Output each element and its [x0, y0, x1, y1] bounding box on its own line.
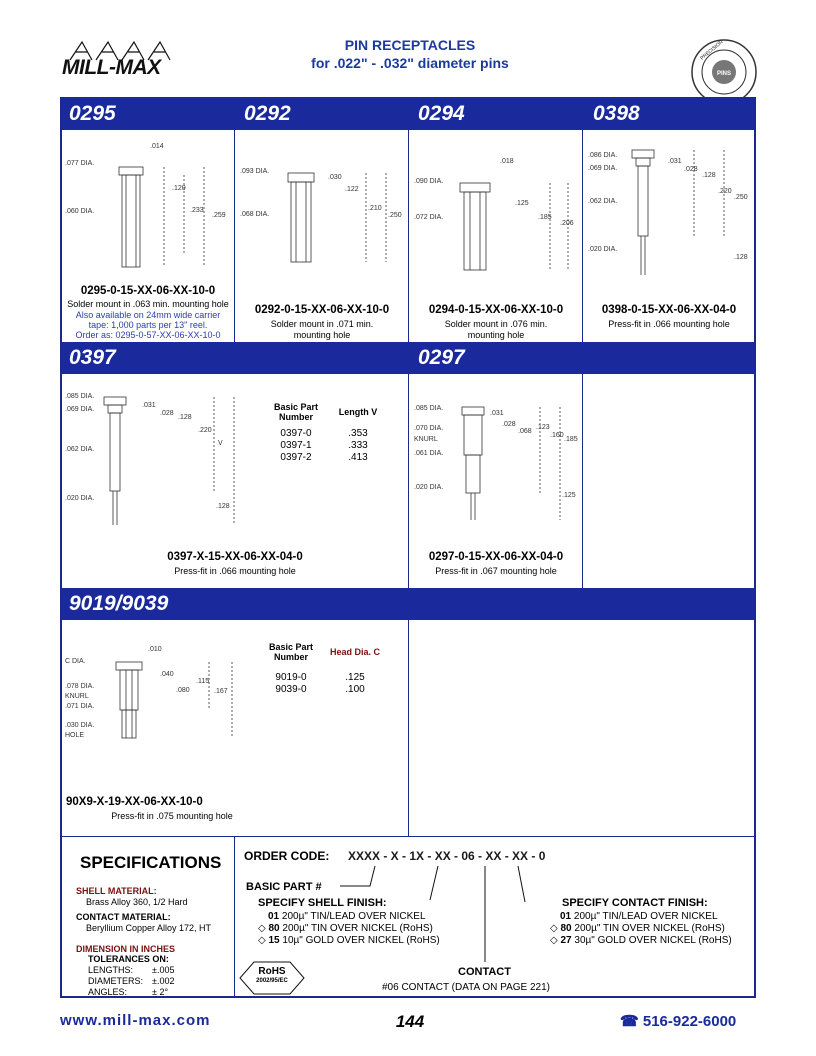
phone-icon: ☎ [620, 1013, 639, 1030]
option-text: 10µ" GOLD OVER NICKEL (RoHS) [282, 935, 440, 946]
dim-label: .077 DIA. [65, 160, 95, 167]
column-header: Basic Part Number [268, 642, 314, 662]
brand-name: MILL-MAX [62, 56, 161, 79]
contact-finish-label: SPECIFY CONTACT FINISH: [562, 897, 708, 909]
page-number: 144 [395, 1012, 425, 1031]
dim-label: .093 DIA. [240, 168, 270, 175]
carrier-note-line1: Also available on 24mm wide carrier [75, 310, 221, 320]
dim-label: .220 [198, 427, 212, 434]
tolerance-lengths-value: ±.005 [152, 965, 175, 975]
part-number-0398: 0398-0-15-XX-06-XX-04-0 [601, 304, 737, 316]
option-code: 27 [560, 935, 572, 946]
table-cell: 9019-0 [275, 672, 307, 683]
dim-label: .020 DIA. [65, 495, 95, 502]
rohs-label: RoHS [258, 966, 286, 977]
shell-option-01 [258, 911, 426, 923]
shell-option-15 [258, 935, 440, 947]
page-subtitle: for .022" - .032" diameter pins [311, 55, 509, 71]
head-dia-table-9019 [258, 642, 386, 696]
divider [582, 374, 583, 588]
dim-label: .062 DIA. [588, 198, 618, 205]
contact-label: CONTACT [458, 966, 511, 978]
shell-finish-label: SPECIFY SHELL FINISH: [258, 897, 387, 909]
dim-label: .031 [142, 402, 156, 409]
tolerance-angles-label: ANGLES: [88, 987, 128, 997]
table-cell: 0397-0 [280, 428, 312, 439]
rohs-diamond-icon: ◇ [258, 935, 266, 946]
mount-desc-0294-line2: mounting hole [467, 330, 525, 340]
section-title-0397: 0397 [69, 346, 116, 369]
dim-label: .069 DIA. [588, 165, 618, 172]
dim-label: .206 [560, 220, 574, 227]
dim-label: .086 DIA. [588, 152, 618, 159]
mount-desc-0297: Press-fit in .067 mounting hole [435, 566, 557, 576]
section-title-0398: 0398 [593, 102, 640, 125]
divider [234, 130, 235, 342]
dim-label: .090 DIA. [414, 178, 444, 185]
rohs-diamond-icon: ◇ [550, 935, 558, 946]
shell-material-value: Brass Alloy 360, 1/2 Hard [86, 897, 188, 907]
dim-label: .122 [345, 186, 359, 193]
option-code: 15 [268, 935, 280, 946]
dim-label: .128 [734, 254, 748, 261]
mount-desc-0292-line2: mounting hole [293, 330, 351, 340]
column-header: Head Dia. C [330, 647, 381, 657]
option-code: 01 [560, 911, 572, 922]
dim-label: KNURL [414, 436, 438, 443]
part-number-9019: 90X9-X-19-XX-06-XX-10-0 [66, 796, 203, 808]
dim-label: .071 DIA. [65, 703, 95, 710]
option-text: 30µ" GOLD OVER NICKEL (RoHS) [574, 935, 732, 946]
dim-label: .060 DIA. [65, 208, 95, 215]
dim-label: .160 [550, 432, 564, 439]
divider [234, 836, 235, 997]
dim-label: .210 [368, 205, 382, 212]
dim-label: .030 [328, 174, 342, 181]
contact-option-27 [550, 935, 732, 947]
option-text: 200µ" TIN OVER NICKEL (RoHS) [282, 923, 433, 934]
dim-label: .040 [160, 671, 174, 678]
dim-label: .010 [148, 646, 162, 653]
phone-number: 516-922-6000 [642, 1013, 737, 1030]
mount-desc-9019: Press-fit in .075 mounting hole [111, 811, 233, 821]
dim-label: .072 DIA. [414, 214, 444, 221]
dim-label: .185 [564, 436, 578, 443]
dim-label: .080 [176, 687, 190, 694]
dim-label: .061 DIA. [414, 450, 444, 457]
tolerance-diameters-value: ±.002 [152, 976, 175, 986]
dim-label: .185 [538, 214, 552, 221]
table-cell: 0397-2 [280, 452, 312, 463]
dim-label: .062 DIA. [65, 446, 95, 453]
option-code: 01 [268, 911, 280, 922]
tolerance-angles-value: ± 2° [152, 987, 169, 997]
dim-label: .123 [536, 424, 550, 431]
dim-label: .031 [490, 410, 504, 417]
contact-material-label: CONTACT MATERIAL: [76, 912, 171, 922]
dim-label: .028 [684, 166, 698, 173]
dim-label: .031 [668, 158, 682, 165]
option-code: 80 [268, 923, 280, 934]
shell-option-80 [258, 923, 433, 935]
option-code: 80 [560, 923, 572, 934]
rohs-diamond-icon: ◇ [550, 923, 558, 934]
table-cell: .413 [348, 452, 368, 463]
dim-label: .220 [718, 188, 732, 195]
rohs-diamond-icon: ◇ [258, 923, 266, 934]
dim-label: KNURL [65, 693, 89, 700]
dimension-label: DIMENSION IN INCHES [76, 944, 176, 954]
dim-label: .259 [212, 212, 226, 219]
dim-label: .125 [515, 200, 529, 207]
carrier-note-line3: Order as: 0295-0-57-XX-06-XX-10-0 [75, 330, 221, 340]
dim-label: .020 DIA. [414, 484, 444, 491]
svg-text:PINS: PINS [716, 71, 732, 77]
section-title-9019-9039: 9019/9039 [69, 592, 169, 615]
dim-label: .250 [388, 212, 402, 219]
rohs-directive: 2002/95/EC [256, 978, 288, 984]
website-link[interactable]: www.mill-max.com [60, 1012, 211, 1029]
dim-label: .028 [160, 410, 174, 417]
carrier-note-line2: tape: 1,000 parts per 13" reel. [88, 320, 208, 330]
tolerances-label: TOLERANCES ON: [88, 954, 169, 964]
table-cell: .333 [348, 440, 368, 451]
part-number-0295: 0295-0-15-XX-06-XX-10-0 [80, 285, 216, 297]
divider [408, 620, 409, 836]
section-title-0294: 0294 [418, 102, 465, 125]
dim-label: .018 [500, 158, 514, 165]
order-code: XXXX - X - 1X - XX - 06 - XX - XX - 0 [348, 849, 546, 863]
dim-label: .014 [150, 143, 164, 150]
dim-label: .028 [502, 421, 516, 428]
drawing-0294 [410, 135, 582, 285]
part-number-0297: 0297-0-15-XX-06-XX-04-0 [428, 551, 564, 563]
table-row [258, 672, 386, 684]
mount-desc-0294: Solder mount in .076 min. [444, 319, 548, 329]
dim-label: .068 [518, 428, 532, 435]
dim-label: .030 DIA. [65, 722, 95, 729]
tolerance-diameters-label: DIAMETERS: [88, 976, 144, 986]
mount-desc-0397: Press-fit in .066 mounting hole [174, 566, 296, 576]
dim-label: HOLE [65, 732, 85, 739]
section-title-0292: 0292 [244, 102, 291, 125]
precision-machined-seal-icon [690, 38, 758, 106]
dim-label: .167 [214, 688, 228, 695]
length-table-0397 [260, 402, 384, 464]
dim-label: .125 [562, 492, 576, 499]
phone-contact [620, 1012, 736, 1030]
table-cell: .353 [348, 428, 368, 439]
mount-desc-0292: Solder mount in .071 min. [270, 319, 374, 329]
mount-desc-0398: Press-fit in .066 mounting hole [608, 319, 730, 329]
dim-label: .020 DIA. [588, 246, 618, 253]
option-text: 200µ" TIN OVER NICKEL (RoHS) [574, 923, 725, 934]
basic-part-label: BASIC PART # [246, 881, 322, 893]
page-title: PIN RECEPTACLES [344, 37, 476, 53]
part-number-0294: 0294-0-15-XX-06-XX-10-0 [428, 304, 564, 316]
column-header: Length V [338, 407, 378, 417]
dim-label: .068 DIA. [240, 211, 270, 218]
dim-label: V [218, 440, 223, 447]
mount-desc-0295: Solder mount in .063 min. mounting hole [67, 299, 229, 309]
dim-label: .070 DIA. [414, 425, 444, 432]
section-title-0295: 0295 [69, 102, 116, 125]
dim-label: .078 DIA. [65, 683, 95, 690]
dim-label: .233 [190, 207, 204, 214]
contact-option-01 [550, 911, 718, 923]
drawing-9019-9039 [64, 640, 254, 750]
dim-label: .128 [216, 503, 230, 510]
table-row [260, 428, 384, 440]
dim-label: .115 [196, 678, 210, 685]
svg-text:PRECISION: PRECISION [699, 39, 725, 62]
tolerance-lengths-label: LENGTHS: [88, 965, 134, 975]
dim-label: .128 [178, 414, 192, 421]
contact-option-80 [550, 923, 725, 935]
table-cell: .125 [345, 672, 365, 683]
option-text: 200µ" TIN/LEAD OVER NICKEL [281, 911, 426, 922]
dim-label: C DIA. [65, 658, 86, 665]
order-code-label: ORDER CODE: [244, 849, 330, 863]
specifications-title: SPECIFICATIONS [80, 853, 222, 872]
dim-label: .069 DIA. [65, 406, 95, 413]
divider [61, 836, 755, 837]
divider [408, 130, 409, 342]
table-row [260, 452, 384, 464]
part-number-0397: 0397-X-15-XX-06-XX-04-0 [167, 551, 303, 563]
dim-label: .120 [172, 185, 186, 192]
table-row [260, 440, 384, 452]
dim-label: .128 [702, 172, 716, 179]
divider [408, 374, 409, 588]
part-number-0292: 0292-0-15-XX-06-XX-10-0 [254, 304, 390, 316]
column-header: Basic Part Number [273, 402, 319, 422]
table-cell: 9039-0 [275, 684, 307, 695]
contact-material-value: Beryllium Copper Alloy 172, HT [86, 923, 212, 933]
table-row [258, 684, 386, 696]
dim-label: .085 DIA. [65, 393, 95, 400]
option-text: 200µ" TIN/LEAD OVER NICKEL [573, 911, 718, 922]
dim-label: .250 [734, 194, 748, 201]
divider [582, 130, 583, 342]
contact-page-ref: #06 CONTACT (DATA ON PAGE 221) [382, 982, 551, 993]
table-cell: .100 [345, 684, 365, 695]
dim-label: .085 DIA. [414, 405, 444, 412]
section-title-0297: 0297 [418, 346, 465, 369]
table-cell: 0397-1 [280, 440, 312, 451]
shell-material-label: SHELL MATERIAL: [76, 886, 157, 896]
drawing-0292 [236, 135, 408, 285]
